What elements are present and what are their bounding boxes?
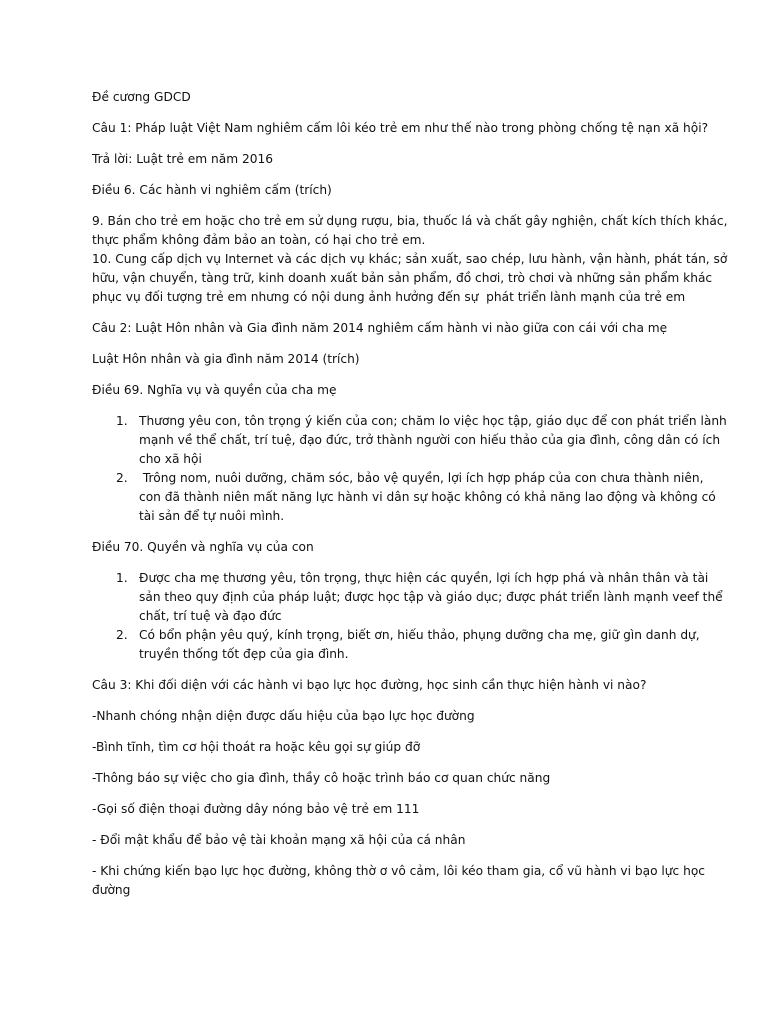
question-2: Câu 2: Luật Hôn nhân và Gia đình năm 2014 nghiêm cấm hành vi nào giữa con cái với cha mẹ <box>92 321 668 335</box>
list-item <box>116 569 728 626</box>
list-text: Có bổn phận yêu quý, kính trọng, biết ơn, hiếu thảo, phụng dưỡng cha mẹ, giữ gìn danh dự, truyền thống tốt đẹp của gia đình. <box>139 628 704 661</box>
list-number: 2. <box>116 628 128 642</box>
article-69-list <box>92 412 731 526</box>
list-item <box>116 626 728 664</box>
bullet-line: -Nhanh chóng nhận diện được dấu hiệu của bạo lực học đường <box>92 709 475 723</box>
bullet-line: - Khi chứng kiến bạo lực học đường, không thờ ơ vô cảm, lôi kéo tham gia, cổ vũ hành vi bạo lực học đường <box>92 864 709 897</box>
answer-1: Trả lời: Luật trẻ em năm 2016 <box>92 152 273 166</box>
bullet-line: - Đổi mật khẩu để bảo vệ tài khoản mạng xã hội của cá nhân <box>92 833 466 847</box>
question-3: Câu 3: Khi đối diện với các hành vi bạo lực học đường, học sinh cần thực hiện hành vi nào? <box>92 678 647 692</box>
law-reference: Luật Hôn nhân và gia đình năm 2014 (trích) <box>92 352 360 366</box>
list-text: Được cha mẹ thương yêu, tôn trọng, thực hiện các quyền, lợi ích hợp phá và nhân thân và tài sản theo quy định của pháp luật; được học tập và giáo dục; được phát triển lành mạnh veef thể chất, trí tuệ và đạo đức <box>139 571 727 623</box>
list-text: Thương yêu con, tôn trọng ý kiến của con; chăm lo việc học tập, giáo dục để con phát triển lành mạnh về thể chất, trí tuệ, đạo đức, trở thành người con hiếu thảo của gia đình, công dân có ích cho xã hội <box>139 414 731 466</box>
list-number: 1. <box>116 414 128 428</box>
list-item <box>116 412 731 469</box>
bullet-line: -Gọi số điện thoại đường dây nóng bảo vệ trẻ em 111 <box>92 802 420 816</box>
article-6-item-10: 10. Cung cấp dịch vụ Internet và các dịch vụ khác; sản xuất, sao chép, lưu hành, vận hành, phát tán, sở hữu, vận chuyển, tàng trữ, kinh doanh xuất bản sản phẩm, đồ chơi, trò chơi và những sản phẩm khác phục vụ đối tượng trẻ em nhưng có nội dung ảnh hưởng đến sự phát triển lành mạnh của trẻ em <box>92 252 736 304</box>
question-1: Câu 1: Pháp luật Việt Nam nghiêm cấm lôi kéo trẻ em như thế nào trong phòng chống tệ nạn xã hội? <box>92 121 709 135</box>
article-6-title: Điều 6. Các hành vi nghiêm cấm (trích) <box>92 183 332 197</box>
document-title: Đề cương GDCD <box>92 90 191 104</box>
bullet-line: -Thông báo sự việc cho gia đình, thầy cô hoặc trình báo cơ quan chức năng <box>92 771 551 785</box>
list-number: 1. <box>116 571 128 585</box>
list-item <box>116 469 728 526</box>
list-number: 2. <box>116 471 128 485</box>
list-text: Trông nom, nuôi dưỡng, chăm sóc, bảo vệ quyền, lợi ích hợp pháp của con chưa thành niên, con đã thành niên mất năng lực hành vi dân sự hoặc không có khả năng lao động và không có tài sản để tự nuôi mình. <box>139 471 720 523</box>
article-69-title: Điều 69. Nghĩa vụ và quyền của cha mẹ <box>92 383 337 397</box>
article-70-title: Điều 70. Quyền và nghĩa vụ của con <box>92 540 314 554</box>
article-70-list <box>92 569 728 664</box>
article-6-item-9: 9. Bán cho trẻ em hoặc cho trẻ em sử dụng rượu, bia, thuốc lá và chất gây nghiện, chất kích thích khác, thực phẩm không đảm bảo an toàn, có hại cho trẻ em. <box>92 214 732 247</box>
bullet-line: -Bình tĩnh, tìm cơ hội thoát ra hoặc kêu gọi sự giúp đỡ <box>92 740 421 754</box>
